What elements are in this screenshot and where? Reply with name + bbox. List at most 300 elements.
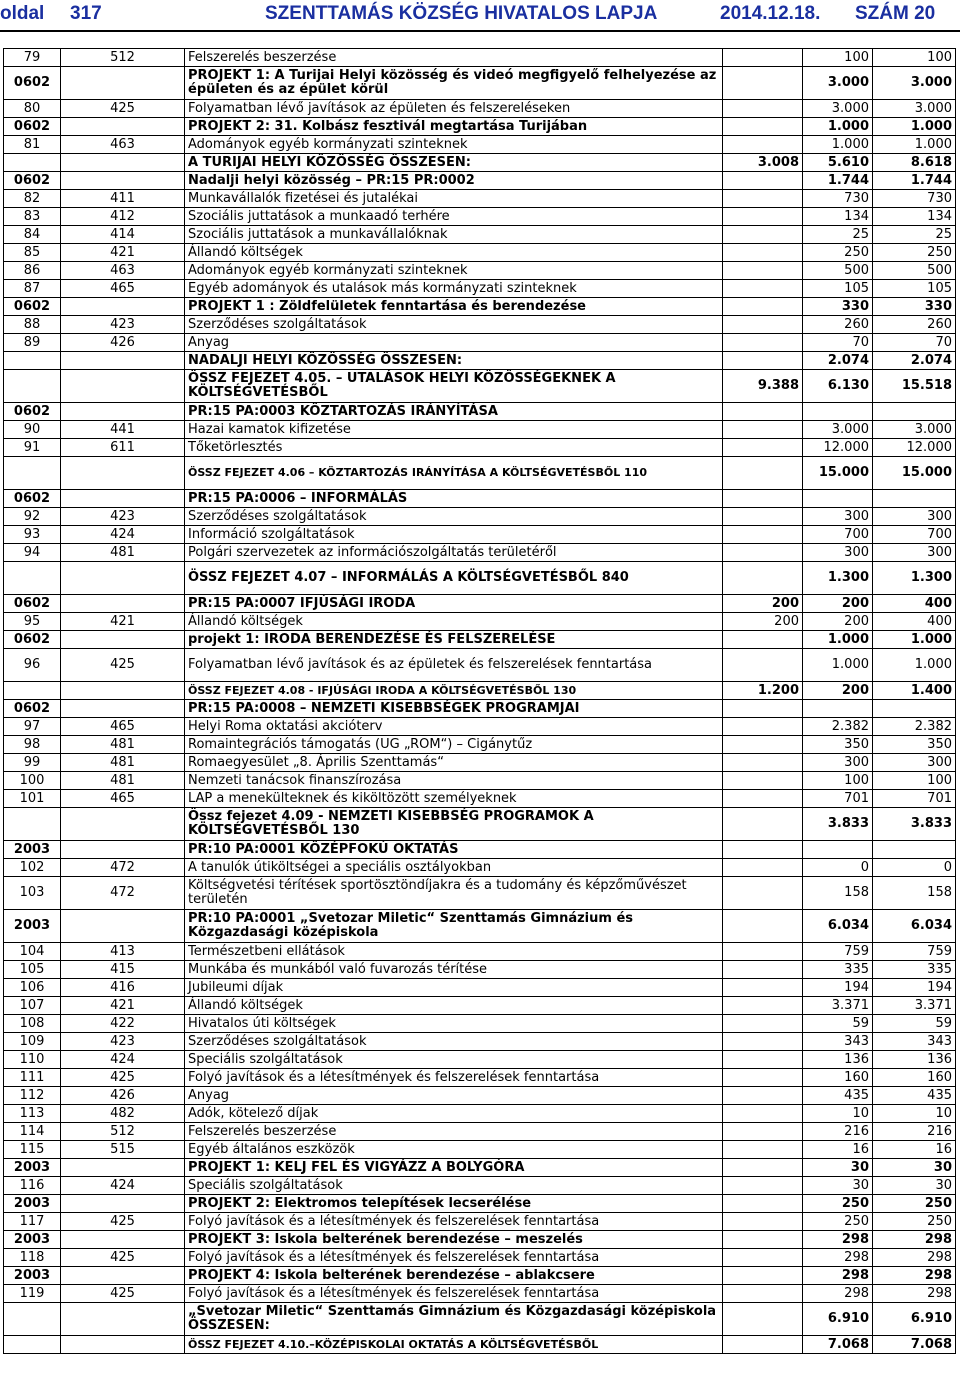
table-row [4,262,956,280]
row-position: 2003 [4,910,61,943]
row-value-3: 343 [873,1033,956,1051]
table-row [4,334,956,352]
row-position: 0602 [4,298,61,316]
row-value-3: 298 [873,1249,956,1267]
row-value-2: 6.130 [803,370,873,403]
row-description: Szociális juttatások a munkavállalóknak [185,226,723,244]
row-value-1 [723,808,803,841]
row-position: 110 [4,1051,61,1069]
row-account-code: 472 [61,877,185,910]
row-position [4,457,61,490]
row-value-2: 300 [803,544,873,562]
row-account-code: 421 [61,244,185,262]
row-value-1 [723,772,803,790]
row-value-3: 1.400 [873,682,956,700]
row-value-1: 200 [723,613,803,631]
row-value-3: 100 [873,49,956,67]
row-value-3: 158 [873,877,956,910]
row-value-3: 3.833 [873,808,956,841]
row-value-1 [723,226,803,244]
row-value-1 [723,208,803,226]
row-position: 107 [4,997,61,1015]
row-value-2: 16 [803,1141,873,1159]
row-value-2: 260 [803,316,873,334]
table-row [4,1123,956,1141]
row-account-code: 415 [61,961,185,979]
table-row [4,961,956,979]
table-row [4,700,956,718]
row-account-code [61,682,185,700]
row-value-1 [723,1015,803,1033]
row-account-code: 512 [61,1123,185,1141]
row-value-3: 330 [873,298,956,316]
row-description: Folyó javítások és a létesítmények és felszerelések fenntartása [185,1069,723,1087]
row-account-code [61,700,185,718]
budget-table [3,48,956,1354]
row-value-2: 343 [803,1033,873,1051]
row-value-1 [723,118,803,136]
row-description: PR:15 PA:0008 – NEMZETI KISEBBSÉGEK PROGRAMJAI [185,700,723,718]
row-value-1 [723,1303,803,1336]
row-value-1 [723,1231,803,1249]
row-description: „Svetozar Miletic“ Szenttamás Gimnázium és Közgazdasági középiskola ÖSSZESEN: [185,1303,723,1336]
row-value-2: 3.000 [803,67,873,100]
row-description: PROJEKT 2: Elektromos telepítések lecserélése [185,1195,723,1213]
row-account-code: 472 [61,859,185,877]
row-value-3: 1.000 [873,649,956,682]
row-account-code: 481 [61,736,185,754]
row-account-code [61,841,185,859]
row-account-code: 426 [61,334,185,352]
row-account-code: 421 [61,613,185,631]
row-value-1 [723,631,803,649]
row-value-3: 59 [873,1015,956,1033]
row-value-3: 350 [873,736,956,754]
table-row [4,1195,956,1213]
row-value-1 [723,700,803,718]
row-value-1 [723,334,803,352]
row-value-2: 30 [803,1159,873,1177]
row-description: Adók, kötelező díjak [185,1105,723,1123]
row-value-1 [723,961,803,979]
row-value-2: 330 [803,298,873,316]
row-account-code: 424 [61,1051,185,1069]
row-value-1 [723,352,803,370]
row-position: 84 [4,226,61,244]
row-account-code: 465 [61,790,185,808]
header-issue-number: SZÁM 20 [855,3,936,24]
table-row [4,1105,956,1123]
table-row [4,613,956,631]
table-row [4,244,956,262]
row-description: Folyó javítások és a létesítmények és felszerelések fenntartása [185,1213,723,1231]
row-account-code: 481 [61,544,185,562]
row-value-3: 1.000 [873,631,956,649]
row-value-1 [723,841,803,859]
row-value-1 [723,316,803,334]
table-row [4,1141,956,1159]
table-row [4,1336,956,1354]
row-value-2: 134 [803,208,873,226]
table-row [4,1051,956,1069]
table-row [4,370,956,403]
row-value-2: 12.000 [803,439,873,457]
row-description: PR:10 PA:0001 „Svetozar Miletic“ Szenttamás Gimnázium és Közgazdasági középiskola [185,910,723,943]
row-position [4,682,61,700]
table-row [4,772,956,790]
table-row [4,172,956,190]
header-oldal: oldal [0,3,45,24]
row-position [4,154,61,172]
table-row [4,1177,956,1195]
row-position: 93 [4,526,61,544]
row-account-code: 414 [61,226,185,244]
row-value-2: 298 [803,1267,873,1285]
row-description: Helyi Roma oktatási akcióterv [185,718,723,736]
row-position [4,370,61,403]
row-account-code [61,808,185,841]
row-description: Felszerelés beszerzése [185,1123,723,1141]
row-description: Össz fejezet 4.09 - NEMZETI KISEBBSÉG PROGRAMOK A KÖLTSÉGVETÉSBŐL 130 [185,808,723,841]
row-value-1: 3.008 [723,154,803,172]
row-position: 83 [4,208,61,226]
row-value-2: 3.371 [803,997,873,1015]
row-position [4,1336,61,1354]
row-position: 86 [4,262,61,280]
row-value-3: 1.000 [873,118,956,136]
row-value-3: 8.618 [873,154,956,172]
row-value-2: 3.833 [803,808,873,841]
row-value-1 [723,508,803,526]
row-value-3: 2.382 [873,718,956,736]
row-value-1 [723,1213,803,1231]
row-value-3: 136 [873,1051,956,1069]
row-value-2: 1.000 [803,649,873,682]
table-row [4,682,956,700]
row-value-2: 5.610 [803,154,873,172]
row-account-code: 425 [61,1213,185,1231]
row-position: 80 [4,100,61,118]
row-value-1 [723,1051,803,1069]
row-value-3: 216 [873,1123,956,1141]
row-position: 91 [4,439,61,457]
row-account-code [61,910,185,943]
row-description: Hazai kamatok kifizetése [185,421,723,439]
row-position: 117 [4,1213,61,1231]
row-value-1 [723,997,803,1015]
row-description: Felszerelés beszerzése [185,49,723,67]
row-value-2: 160 [803,1069,873,1087]
row-value-3: 3.000 [873,100,956,118]
row-value-3: 3.000 [873,421,956,439]
row-value-2: 3.000 [803,100,873,118]
row-account-code: 441 [61,421,185,439]
row-value-2: 700 [803,526,873,544]
budget-table-body [4,49,956,1354]
row-position: 2003 [4,841,61,859]
row-value-3: 2.074 [873,352,956,370]
row-value-2: 7.068 [803,1336,873,1354]
row-description: Romaegyesület „8. Április Szenttamás“ [185,754,723,772]
row-value-3 [873,700,956,718]
row-position: 0602 [4,403,61,421]
row-value-1 [723,859,803,877]
row-value-1 [723,943,803,961]
row-value-1: 9.388 [723,370,803,403]
table-row [4,790,956,808]
row-account-code: 425 [61,649,185,682]
row-account-code [61,1267,185,1285]
row-description: PROJEKT 1: KELJ FEL ÉS VIGYÁZZ A BOLYGÓRA [185,1159,723,1177]
row-account-code [61,154,185,172]
row-account-code: 481 [61,754,185,772]
row-value-3: 3.371 [873,997,956,1015]
row-value-1 [723,1249,803,1267]
row-account-code [61,352,185,370]
table-row [4,1159,956,1177]
row-account-code: 423 [61,316,185,334]
row-position: 2003 [4,1195,61,1213]
row-description: Nadalji helyi közösség – PR:15 PR:0002 [185,172,723,190]
table-row [4,1267,956,1285]
row-value-3: 6.910 [873,1303,956,1336]
row-value-3: 250 [873,244,956,262]
row-account-code: 425 [61,1249,185,1267]
row-position: 101 [4,790,61,808]
table-row [4,736,956,754]
row-value-2: 15.000 [803,457,873,490]
row-description: PR:15 PA:0007 IFJÚSÁGI IRODA [185,595,723,613]
row-description: A TURIJAI HELYI KÖZÖSSÉG ÖSSZESEN: [185,154,723,172]
row-value-2: 0 [803,859,873,877]
table-row [4,118,956,136]
row-account-code: 426 [61,1087,185,1105]
row-account-code: 465 [61,280,185,298]
table-row [4,979,956,997]
row-account-code: 463 [61,262,185,280]
table-row [4,997,956,1015]
row-value-2: 10 [803,1105,873,1123]
table-row [4,649,956,682]
row-value-2: 435 [803,1087,873,1105]
row-position: 94 [4,544,61,562]
row-value-2: 158 [803,877,873,910]
row-value-3: 759 [873,943,956,961]
row-value-2: 300 [803,754,873,772]
row-description: Egyéb általános eszközök [185,1141,723,1159]
row-value-1 [723,544,803,562]
row-description: ÖSSZ FEJEZET 4.06 – KÖZTARTOZÁS IRÁNYÍTÁSA A KÖLTSÉGVETÉSBŐL 110 [185,457,723,490]
row-value-3: 300 [873,544,956,562]
row-value-3: 100 [873,772,956,790]
table-row [4,1249,956,1267]
row-account-code [61,1195,185,1213]
row-description: Adományok egyéb kormányzati szinteknek [185,136,723,154]
row-value-1 [723,490,803,508]
row-account-code [61,67,185,100]
row-value-2: 6.910 [803,1303,873,1336]
row-description: Természetbeni ellátások [185,943,723,961]
row-value-1 [723,49,803,67]
header-date: 2014.12.18. [720,3,821,24]
row-value-3: 1.000 [873,136,956,154]
row-position: 2003 [4,1159,61,1177]
table-row [4,100,956,118]
row-value-3: 1.300 [873,562,956,595]
row-account-code: 421 [61,997,185,1015]
row-description: Speciális szolgáltatások [185,1177,723,1195]
row-value-2 [803,700,873,718]
row-value-3: 435 [873,1087,956,1105]
table-row [4,136,956,154]
page-header [0,0,960,32]
row-position: 97 [4,718,61,736]
row-description: Romaintegrációs támogatás (UG „ROM“) – Cigánytűz [185,736,723,754]
row-value-3: 70 [873,334,956,352]
row-value-2: 298 [803,1285,873,1303]
row-account-code [61,118,185,136]
row-description: Szerződéses szolgáltatások [185,316,723,334]
row-account-code: 463 [61,136,185,154]
row-value-1 [723,979,803,997]
row-value-2 [803,841,873,859]
table-row [4,508,956,526]
row-value-2: 216 [803,1123,873,1141]
row-description: Költségvetési térítések sportösztöndíjakra és a tudomány és képzőművészet területén [185,877,723,910]
row-value-2: 350 [803,736,873,754]
row-description: ÖSSZ FEJEZET 4.05. – UTALÁSOK HELYI KÖZÖSSÉGEKNEK A KÖLTSÉGVETÉSBŐL [185,370,723,403]
table-row [4,298,956,316]
row-value-1 [723,1177,803,1195]
row-value-2: 1.000 [803,136,873,154]
row-value-1 [723,1195,803,1213]
row-position: 0602 [4,172,61,190]
row-position: 118 [4,1249,61,1267]
row-value-1 [723,1033,803,1051]
row-position: 119 [4,1285,61,1303]
row-description: Anyag [185,334,723,352]
table-row [4,457,956,490]
row-position: 114 [4,1123,61,1141]
row-position [4,352,61,370]
row-description: Adományok egyéb kormányzati szinteknek [185,262,723,280]
row-account-code [61,172,185,190]
row-value-1 [723,298,803,316]
row-description: Állandó költségek [185,997,723,1015]
row-account-code [61,370,185,403]
row-value-2: 1.300 [803,562,873,595]
row-value-2: 701 [803,790,873,808]
row-value-1 [723,403,803,421]
row-value-3: 400 [873,613,956,631]
row-value-3: 730 [873,190,956,208]
row-value-1 [723,280,803,298]
row-value-1 [723,100,803,118]
row-account-code: 425 [61,1069,185,1087]
table-row [4,421,956,439]
row-position [4,808,61,841]
header-page-number: 317 [70,3,102,24]
row-value-3: 6.034 [873,910,956,943]
table-row [4,943,956,961]
row-position [4,1303,61,1336]
table-row [4,1303,956,1336]
table-row [4,49,956,67]
row-account-code [61,1159,185,1177]
row-value-3: 15.518 [873,370,956,403]
table-row [4,403,956,421]
row-position: 79 [4,49,61,67]
row-value-1 [723,1336,803,1354]
row-position: 2003 [4,1231,61,1249]
row-description: PROJEKT 2: 31. Kolbász fesztivál megtartása Turijában [185,118,723,136]
row-position: 0602 [4,67,61,100]
row-position: 96 [4,649,61,682]
row-account-code: 412 [61,208,185,226]
table-row [4,1087,956,1105]
row-value-3: 7.068 [873,1336,956,1354]
row-description: PROJEKT 4: Iskola belterének berendezése – ablakcsere [185,1267,723,1285]
row-value-1 [723,1267,803,1285]
row-value-2: 100 [803,49,873,67]
table-row [4,595,956,613]
row-value-3: 15.000 [873,457,956,490]
table-row [4,439,956,457]
row-description: Folyó javítások és a létesítmények és felszerelések fenntartása [185,1285,723,1303]
row-value-3: 1.744 [873,172,956,190]
table-row [4,1231,956,1249]
row-position: 111 [4,1069,61,1087]
table-row [4,1015,956,1033]
row-value-2: 759 [803,943,873,961]
row-value-3: 701 [873,790,956,808]
row-description: Információ szolgáltatások [185,526,723,544]
row-account-code: 515 [61,1141,185,1159]
row-value-1 [723,562,803,595]
row-value-1 [723,1105,803,1123]
row-value-3: 298 [873,1267,956,1285]
row-value-3: 0 [873,859,956,877]
row-account-code: 481 [61,772,185,790]
row-description: Nemzeti tanácsok finanszírozása [185,772,723,790]
row-value-1 [723,262,803,280]
row-account-code: 411 [61,190,185,208]
table-row [4,841,956,859]
table-row [4,1213,956,1231]
row-value-2: 1.744 [803,172,873,190]
row-position: 108 [4,1015,61,1033]
row-value-1 [723,457,803,490]
row-value-3: 250 [873,1213,956,1231]
row-description: PROJEKT 1: A Turijai Helyi közösség és videó megfigyelő felhelyezése az épületen és az épület körül [185,67,723,100]
row-account-code: 424 [61,1177,185,1195]
row-value-1 [723,1087,803,1105]
row-account-code: 422 [61,1015,185,1033]
row-position: 88 [4,316,61,334]
row-value-1 [723,526,803,544]
row-value-2: 335 [803,961,873,979]
table-row [4,490,956,508]
row-position: 85 [4,244,61,262]
row-description: Folyamatban lévő javítások az épületen és felszereléseken [185,100,723,118]
row-position: 0602 [4,118,61,136]
table-row [4,67,956,100]
row-position: 0602 [4,490,61,508]
row-description: Anyag [185,1087,723,1105]
row-value-2: 298 [803,1249,873,1267]
row-description: ÖSSZ FEJEZET 4.07 – INFORMÁLÁS A KÖLTSÉGVETÉSBŐL 840 [185,562,723,595]
row-account-code [61,1336,185,1354]
